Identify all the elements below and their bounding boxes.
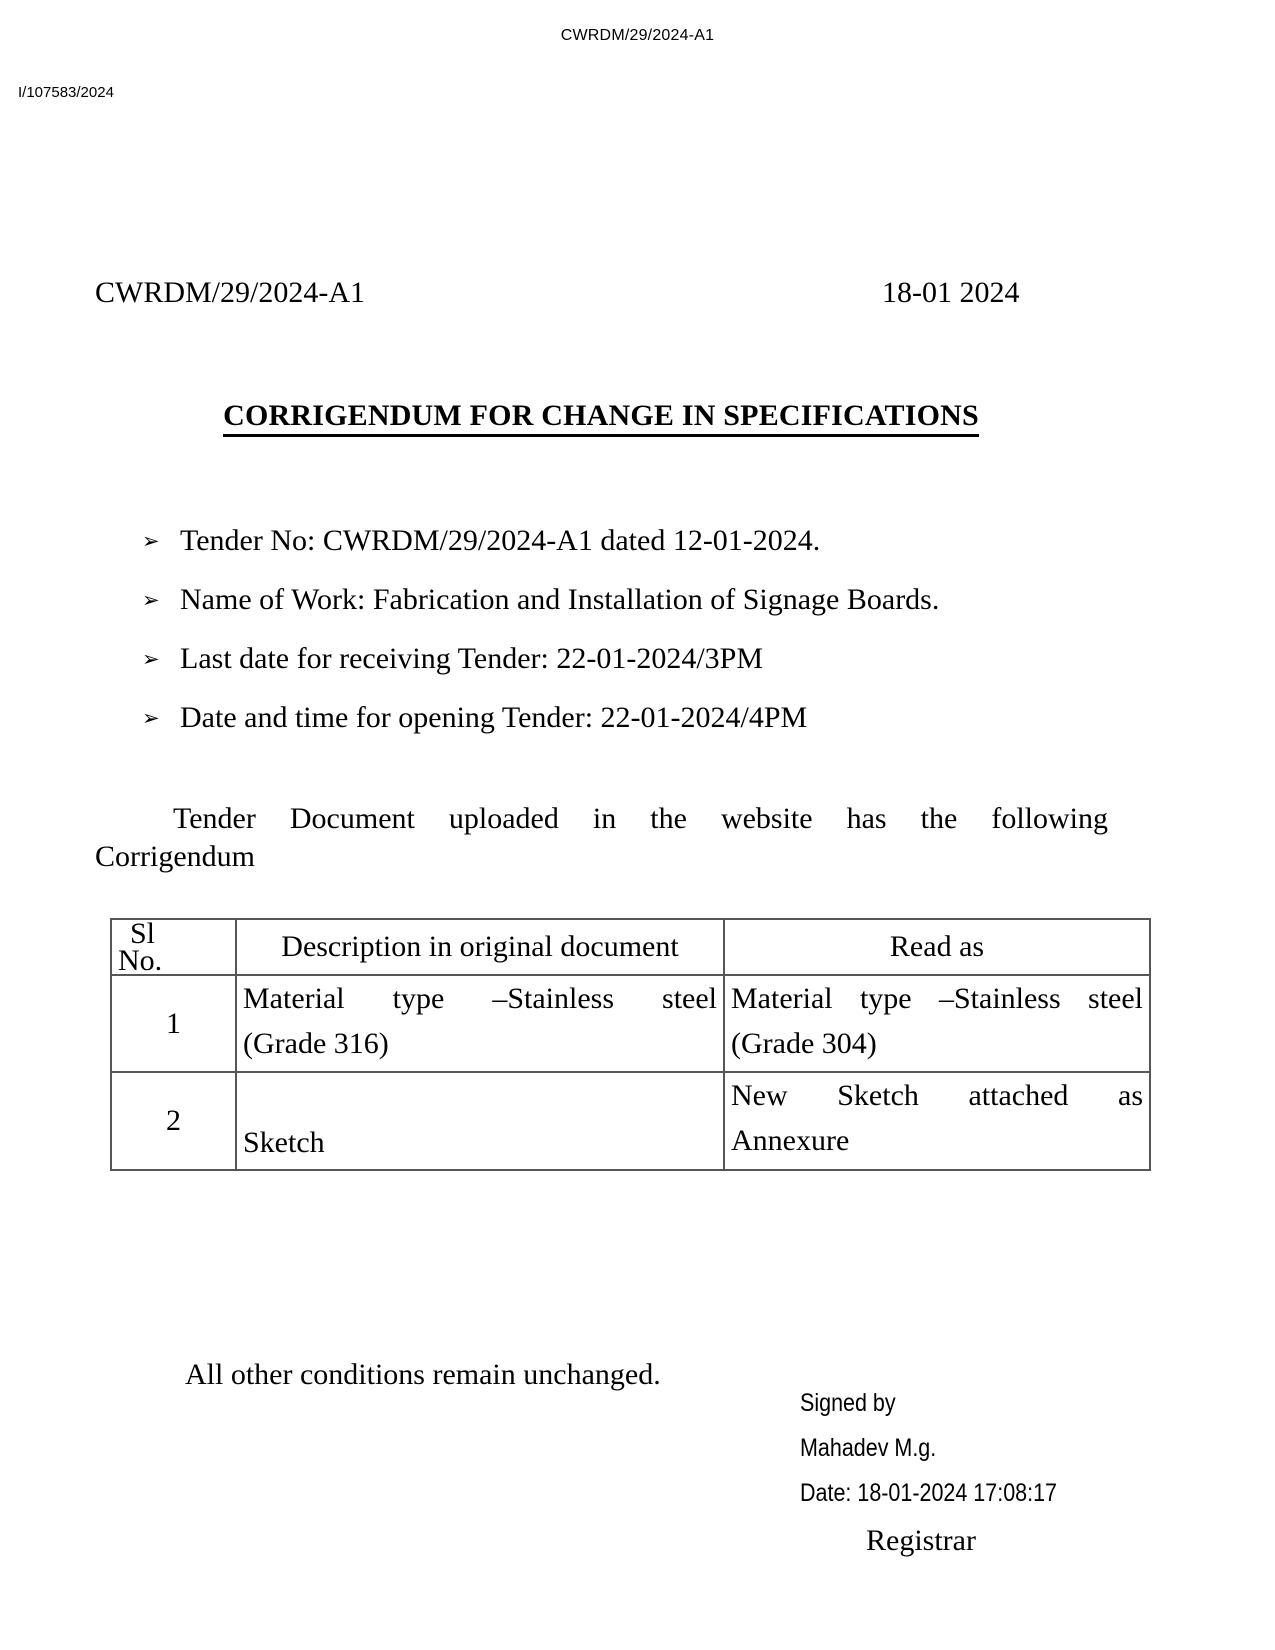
intro-line-1: Tender Document uploaded in the website has the following (173, 802, 1108, 835)
page-top-reference: CWRDM/29/2024-A1 (560, 27, 715, 44)
row1-description: Material type –Stainless steel (Grade 316) (236, 975, 724, 1072)
bullet-arrow-icon: ➢ (142, 706, 160, 730)
signature-signed-by: Signed by (800, 1389, 896, 1417)
bullet-arrow-icon: ➢ (142, 529, 160, 553)
intro-line-2: Corrigendum (95, 840, 255, 873)
bullet-item-last-date (142, 641, 1102, 677)
closing-statement: All other conditions remain unchanged. (185, 1358, 661, 1391)
bullet-item-name-of-work (142, 582, 1102, 618)
row2-description: Sketch (236, 1072, 724, 1170)
file-number: I/107583/2024 (18, 84, 114, 101)
bullet-text: Tender No: CWRDM/29/2024-A1 dated 12-01-2024. (180, 524, 821, 557)
signature-date: Date: 18-01-2024 17:08:17 (800, 1479, 1058, 1507)
bullet-arrow-icon: ➢ (142, 588, 160, 612)
table-row (111, 1072, 1150, 1170)
digital-signature-block (800, 1381, 1057, 1516)
bullet-arrow-icon: ➢ (142, 647, 160, 671)
row1-sl: 1 (111, 975, 236, 1072)
reference-number: CWRDM/29/2024-A1 (95, 276, 365, 309)
signatory-designation: Registrar (866, 1524, 976, 1557)
signature-name: Mahadev M.g. (800, 1434, 937, 1462)
bullet-text: Name of Work: Fabrication and Installation of Signage Boards. (180, 583, 940, 616)
intro-paragraph (95, 800, 1108, 876)
bullet-text: Date and time for opening Tender: 22-01-2024/4PM (180, 701, 808, 734)
row2-sl: 2 (111, 1072, 236, 1170)
header-read-as: Read as (724, 919, 1150, 975)
table-header-row (111, 919, 1150, 975)
reference-date: 18-01 2024 (882, 276, 1020, 309)
bullet-text: Last date for receiving Tender: 22-01-2024/3PM (180, 642, 764, 675)
header-sl-no: Sl No. (111, 919, 236, 975)
document-title: CORRIGENDUM FOR CHANGE IN SPECIFICATIONS (95, 399, 1107, 433)
corrigendum-table (110, 918, 1151, 1171)
bullet-item-tender-no (142, 523, 1102, 559)
row1-read-as: Material type –Stainless steel (Grade 304) (724, 975, 1150, 1072)
bullet-item-opening-date (142, 700, 1102, 736)
table-row (111, 975, 1150, 1072)
row2-read-as: New Sketch attached as Annexure (724, 1072, 1150, 1170)
header-description: Description in original document (236, 919, 724, 975)
